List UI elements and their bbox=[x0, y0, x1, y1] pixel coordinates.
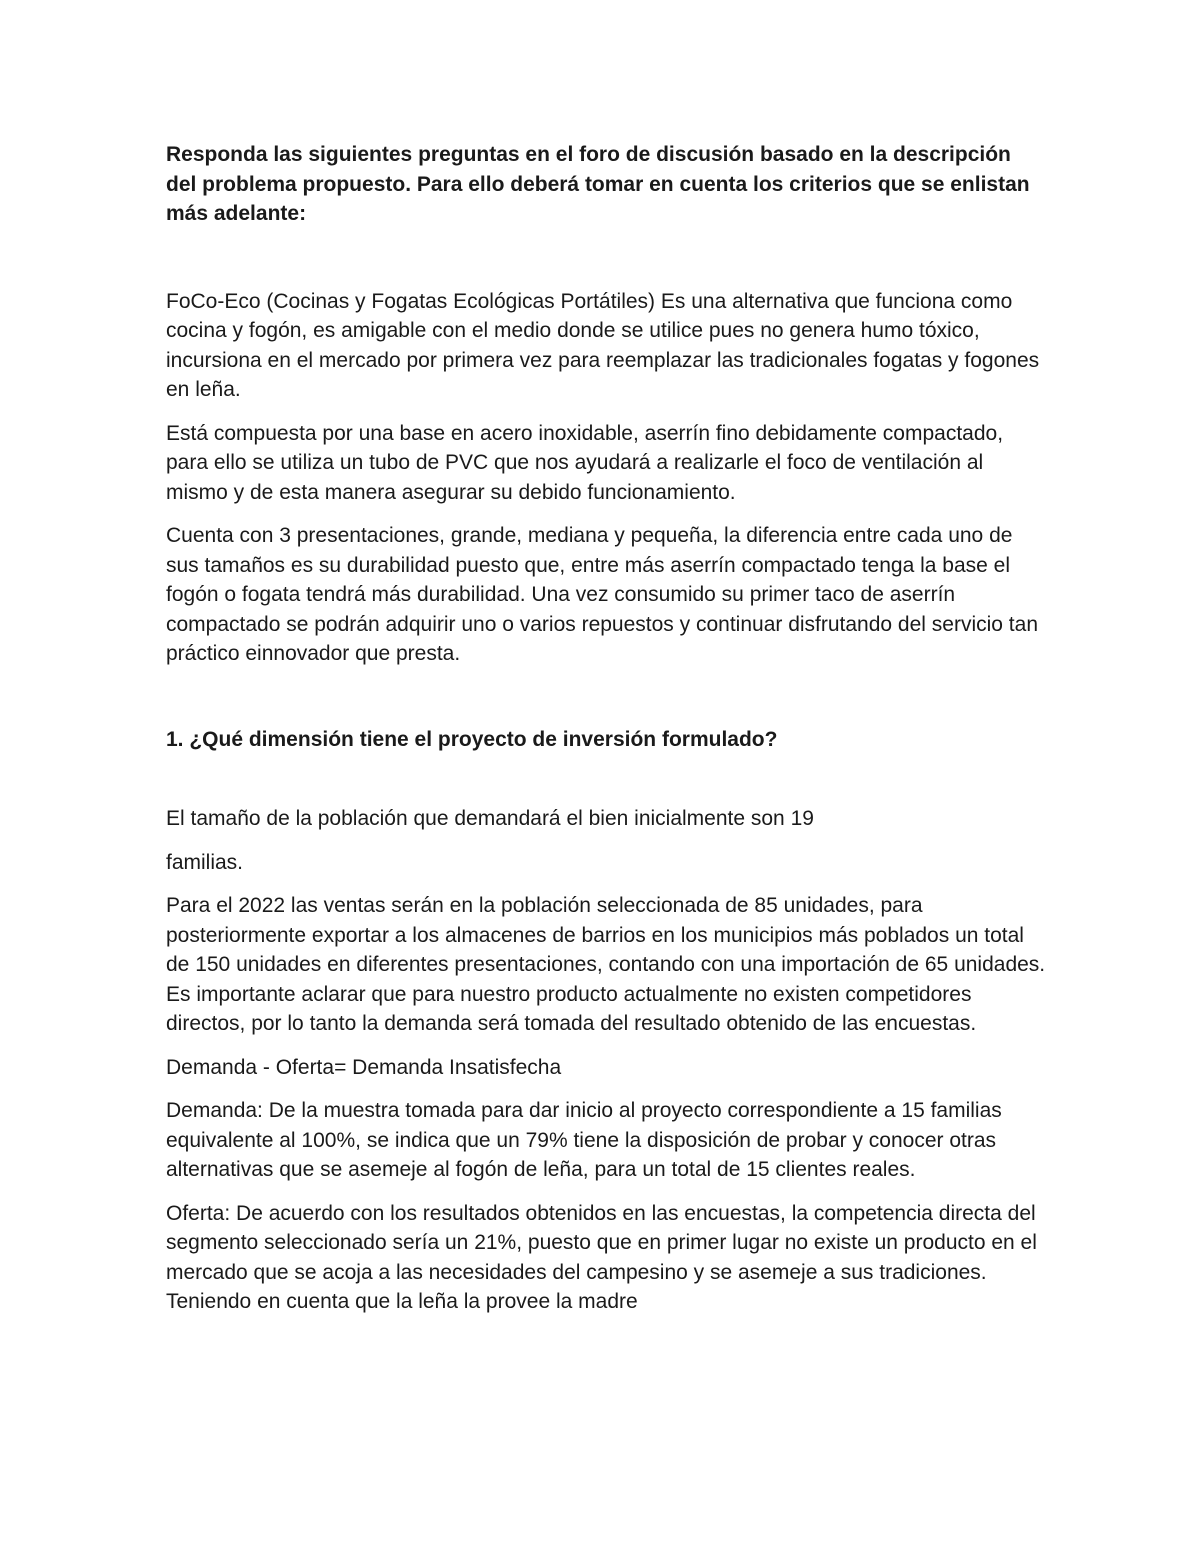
document-body bbox=[166, 140, 1046, 1331]
answer-paragraph-5: Demanda: De la muestra tomada para dar inicio al proyecto correspondiente a 15 familias equivalente al 100%, se indica que un 79% tiene la disposición de probar y conocer otras alternativas que se asemeje al fogón de leña, para un total de 15 clientes reales. bbox=[166, 1099, 1002, 1181]
question-1-heading: 1. ¿Qué dimensión tiene el proyecto de inversión formulado? bbox=[166, 727, 778, 751]
instructions-heading: Responda las siguientes preguntas en el foro de discusión basado en la descripción del problema propuesto. Para ello deberá tomar en cuenta los criterios que se enlistan más adelante: bbox=[166, 143, 1030, 225]
answer-paragraph-1: El tamaño de la población que demandará el bien inicialmente son 19 bbox=[166, 807, 814, 830]
answer-paragraph-6: Oferta: De acuerdo con los resultados obtenidos en las encuestas, la competencia directa del segmento seleccionado sería un 21%, puesto que en primer lugar no existe un producto en el mercado que se acoja a las necesidades del campesino y se asemeje a sus tradiciones. Teniendo en cuenta que la leña la provee la madre bbox=[166, 1201, 1037, 1313]
description-paragraph-1: FoCo-Eco (Cocinas y Fogatas Ecológicas Portátiles) Es una alternativa que funciona como cocina y fogón, es amigable con el medio donde se utilice pues no genera humo tóxico, incursiona en el mercado por primera vez para reemplazar las tradicionales fogatas y fogones en leña. bbox=[166, 289, 1040, 401]
spacer bbox=[166, 683, 1046, 725]
answer-paragraph-2: familias. bbox=[166, 850, 244, 874]
answer-paragraph-4: Demanda - Oferta= Demanda Insatisfecha bbox=[166, 1055, 562, 1079]
description-paragraph-2: Está compuesta por una base en acero inoxidable, aserrín fino debidamente compactado, para ello se utiliza un tubo de PVC que nos ayudará a realizarle el foco de ventilación al mismo y de esta manera asegurar su debido funcionamiento. bbox=[166, 421, 1004, 504]
spacer bbox=[166, 229, 1046, 287]
answer-paragraph-3: Para el 2022 las ventas serán en la población seleccionada de 85 unidades, para posteriormente exportar a los almacenes de barrios en los municipios más poblados un total de 150 unidades en diferentes presentaciones, contando con una importación de 65 unidades. Es importante aclarar que para nuestro producto actualmente no existen competidores directos, por lo tanto la demanda será tomada del resultado obtenido de las encuestas. bbox=[166, 894, 1046, 1035]
spacer bbox=[166, 754, 1046, 804]
description-paragraph-3: Cuenta con 3 presentaciones, grande, mediana y pequeña, la diferencia entre cada uno de sus tamaños es su durabilidad puesto que, entre más aserrín compactado tenga la base el fogón o fogata tendrá más durabilidad. Una vez consumido su primer taco de aserrín compactado se podrán adquirir uno o varios repuestos y continuar disfrutando del servicio tan práctico einnovador que presta. bbox=[166, 524, 1039, 665]
